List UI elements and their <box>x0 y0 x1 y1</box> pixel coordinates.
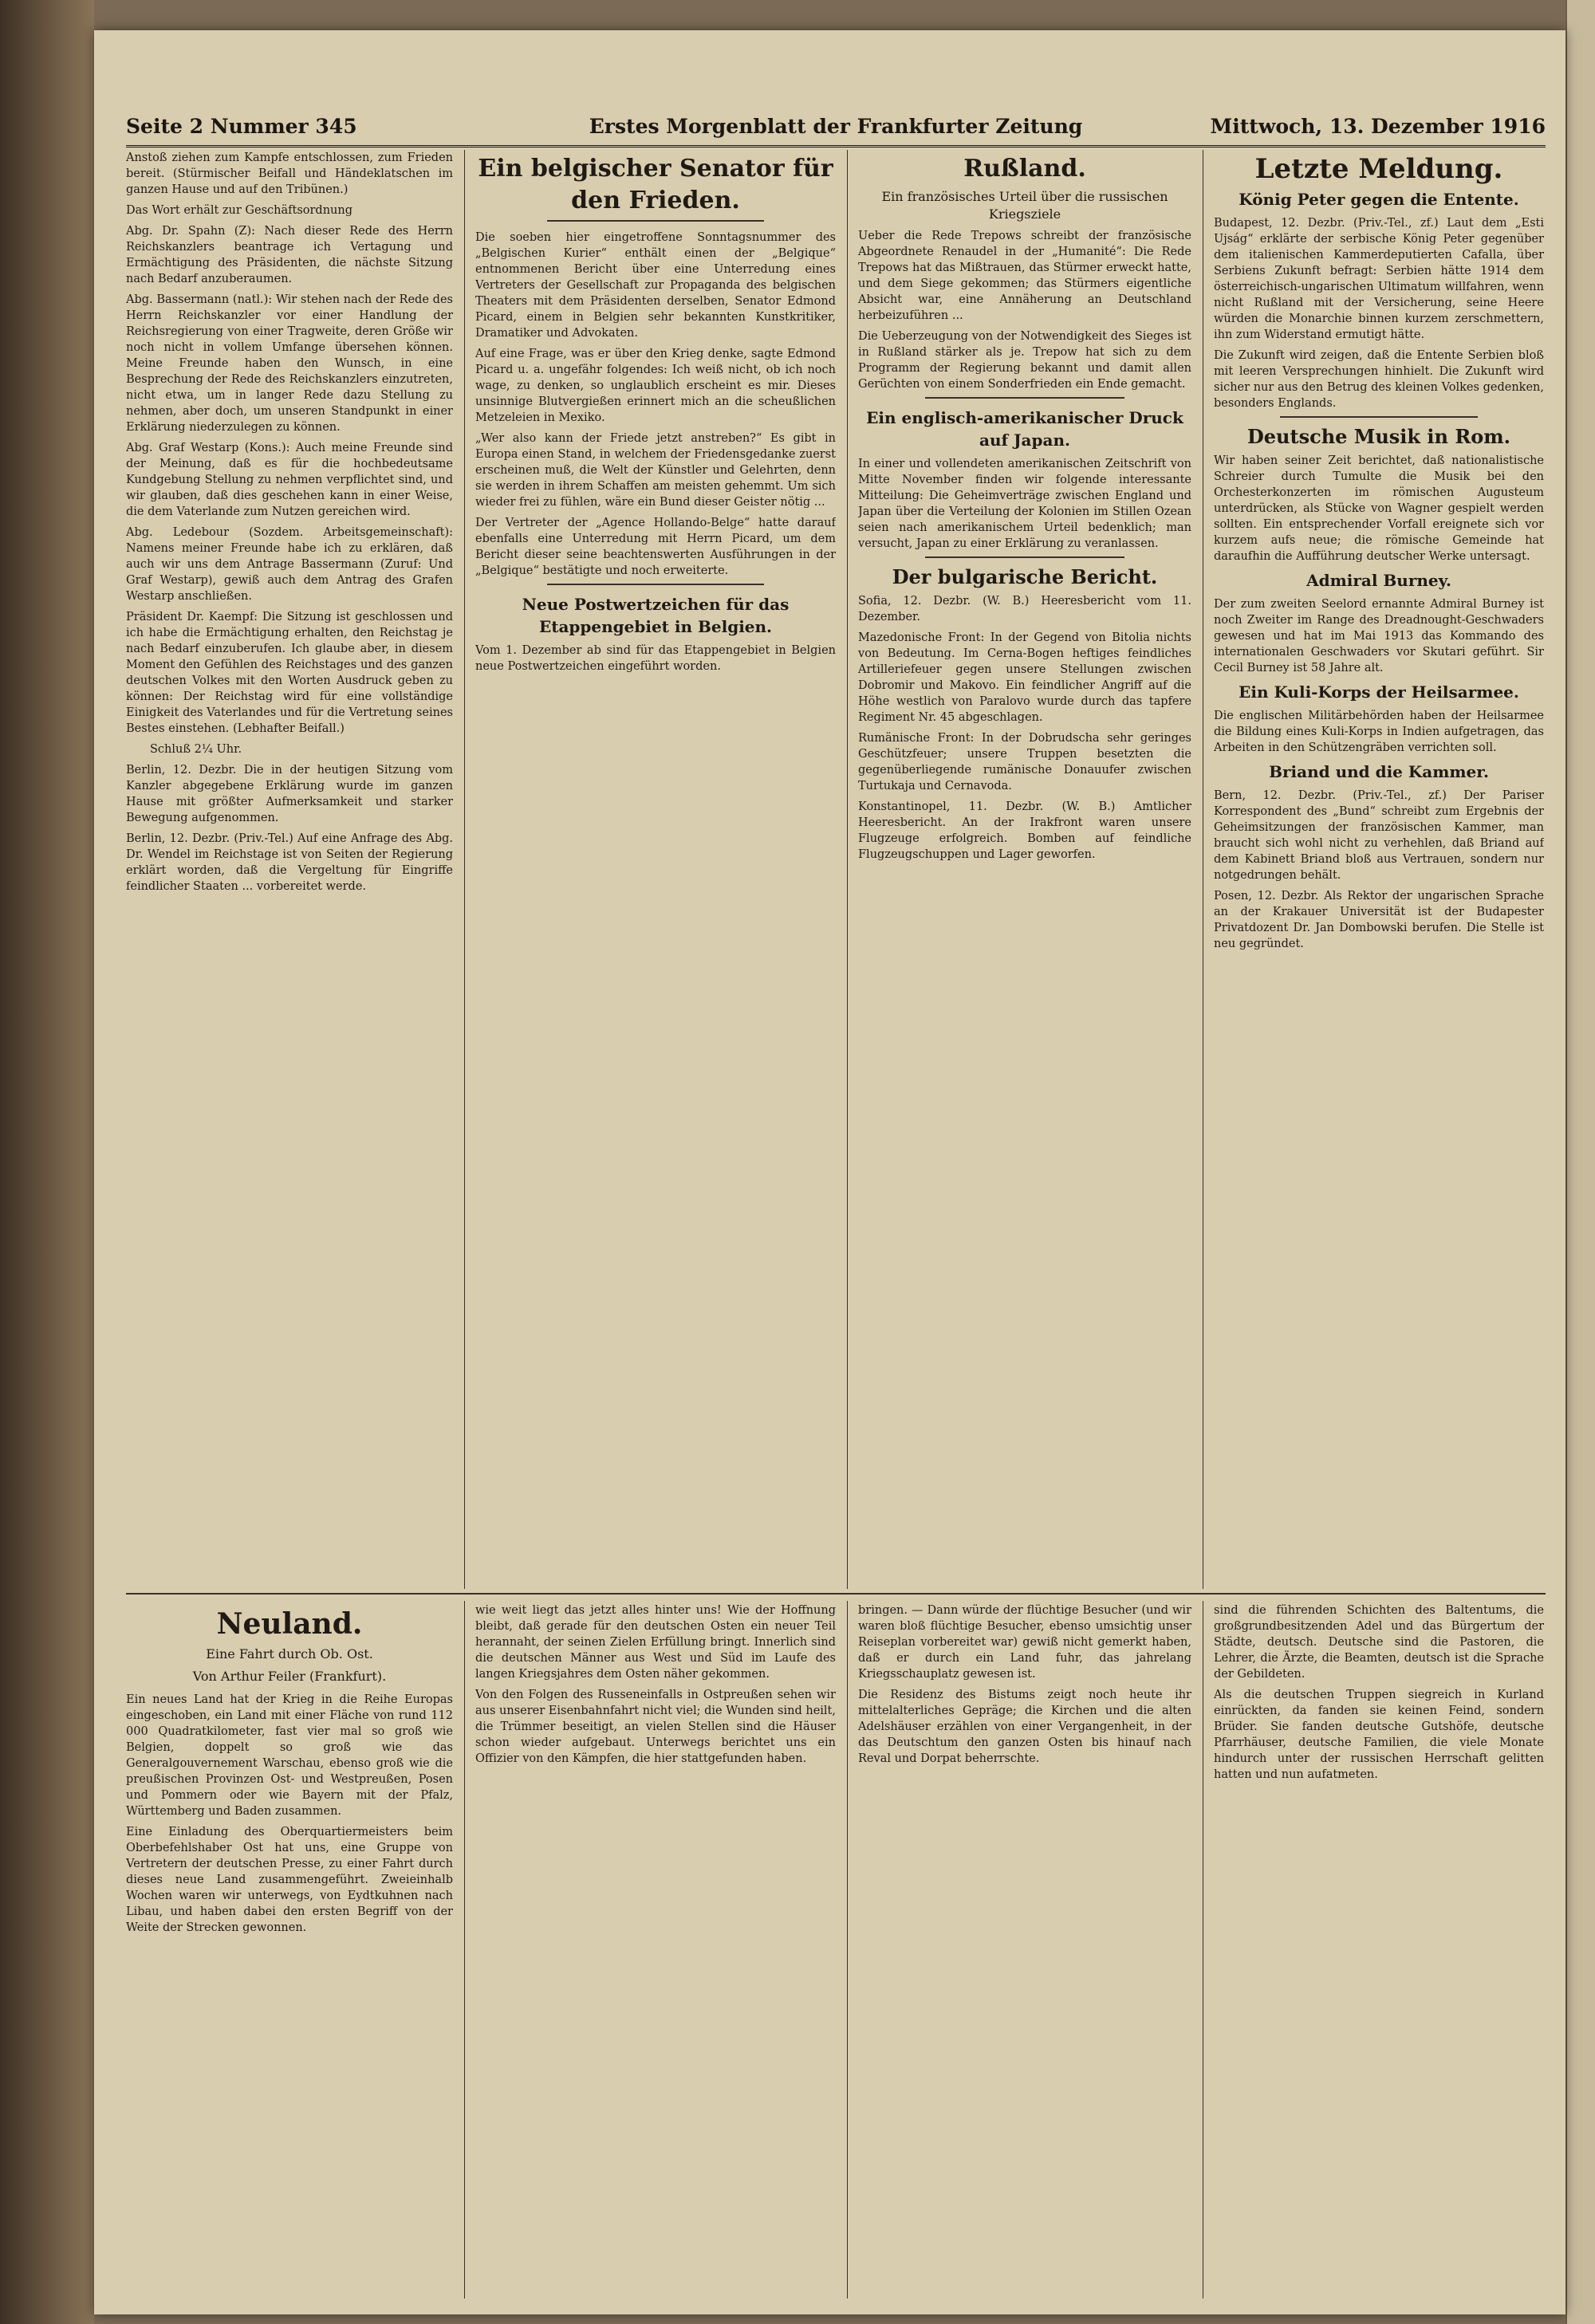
article-subhead: Briand und die Kammer. <box>1269 762 1489 781</box>
column-rule <box>464 150 465 1589</box>
section-rule <box>1280 416 1478 418</box>
article-headline: Rußland. <box>963 155 1086 183</box>
feature-deck: Eine Fahrt durch Ob. Ost. <box>206 1646 373 1661</box>
paragraph: Konstantinopel, 11. Dezbr. (W. B.) Amtlicher Heeresbericht. An der Irakfront waren unsere Flugzeuge erfolgreich. Bomben auf feindliche Flugzeugschuppen und Lager geworfen. <box>858 800 1191 861</box>
section-rule <box>925 556 1125 558</box>
paragraph: Als die deutschen Truppen siegreich in Kurland einrückten, da fanden sie keinen Feind, sondern Brüder. Sie fanden deutsche Gutshöfe, deutsche Pfarrhäuser, deutsche Familien, die viele Monate hindurch unter der russischen Herrschaft gelitten hatten und nun aufatmeten. <box>1214 1689 1544 1781</box>
column-latest-news <box>1214 150 1544 1585</box>
column-russia <box>858 150 1191 1585</box>
column-rule <box>847 1601 848 2298</box>
newspaper-title: Erstes Morgenblatt der Frankfurter Zeitung <box>589 115 1083 138</box>
article-deck: König Peter gegen die Entente. <box>1239 190 1519 209</box>
adjacent-page-edge <box>1565 0 1595 2324</box>
paragraph: Ueber die Rede Trepows schreibt der französische Abgeordnete Renaudel in der „Humanité“: Die Rede Trepows hat das Mißtrauen, das Stürmer erweckt hatte, und dem Siege gekommen; das Stürmers eigentliche Absicht war, eine Annäherung an Deutschland herbeizuführen ... <box>858 230 1191 322</box>
paragraph: Wir haben seiner Zeit berichtet, daß nationalistische Schreier durch Tumulte die Musik bei den Orchesterkonzerten im römischen Augusteum unterdrücken, als Stücke von Wagner gespielt werden sollten. Ein entsprechender Vorfall ereignete sich vor kurzem aufs neue; die römische Gemeinde hat daraufhin die Aufführung deutscher Werke untersagt. <box>1214 454 1544 563</box>
paragraph: Abg. Dr. Spahn (Z): Nach dieser Rede des Herrn Reichskanzlers beantrage ich Vertagung und Ermächtigung des Präsidenten, die nächste Sitzung nach Bedarf anzuberaumen. <box>126 225 453 285</box>
paragraph: Posen, 12. Dezbr. Als Rektor der ungarischen Sprache an der Krakauer Universität ist der Budapester Privatdozent Dr. Jan Dombowski berufen. Die Stelle ist neu gegründet. <box>1214 890 1544 950</box>
paragraph: Das Wort erhält zur Geschäftsordnung <box>126 204 353 217</box>
paragraph: Der Vertreter der „Agence Hollando-Belge“ hatte darauf ebenfalls eine Unterredung mit Herrn Picard, um dem Bericht dieser seine beachtenswerten Ausführungen in der „Belgique“ bestätigte und noch erweiterte. <box>475 517 836 577</box>
column-rule <box>847 150 848 1589</box>
article-subhead: Admiral Burney. <box>1306 571 1451 590</box>
paragraph: Die Residenz des Bistums zeigt noch heute ihr mittelalterliches Gepräge; die Kirchen und die alten Adelshäuser erzählen von einer Vergangenheit, in der das Deutschtum den ganzen Osten bis hinauf nach Reval und Dorpat beherrschte. <box>858 1689 1191 1765</box>
paragraph: Die soeben hier eingetroffene Sonntagsnummer des „Belgischen Kurier“ enthält einen der „Belgique“ entnommenen Bericht über eine Unterredung eines Vertreters der Gesellschaft zur Propaganda des belgischen Theaters mit dem Präsidenten derselben, Senator Edmond Picard, einem in Belgien sehr bekannten Kunstkritiker, Dramatiker und Advokaten. <box>475 231 836 340</box>
paragraph: Berlin, 12. Dezbr. Die in der heutigen Sitzung vom Kanzler abgegebene Erklärung wurde im ganzen Hause mit größter Aufmerksamkeit und starker Bewegung aufgenommen. <box>126 764 453 824</box>
paragraph: Vom 1. Dezember ab sind für das Etappengebiet in Belgien neue Postwertzeichen eingeführt worden. <box>475 644 836 673</box>
paragraph: Der zum zweiten Seelord ernannte Admiral Burney ist noch Zweiter im Range des Dreadnought-Geschwaders gewesen und hat im Mai 1913 das Kommando des internationalen Geschwaders vor Skutari geführt. Sir Cecil Burney ist 58 Jahre alt. <box>1214 598 1544 674</box>
paragraph: Mazedonische Front: In der Gegend von Bitolia nichts von Bedeutung. Im Cerna-Bogen heftiges feindliches Artilleriefeuer gegen unsere Stellungen zwischen Dobromir und Makovo. Ein feindlicher Angriff auf die Höhe westlich von Paralovo wurde durch das tapfere Regiment Nr. 45 abgeschlagen. <box>858 631 1191 724</box>
page-number: Seite 2 Nummer 345 <box>126 115 357 138</box>
paragraph: Die Zukunft wird zeigen, daß die Entente Serbien bloß mit leeren Versprechungen hinhielt. Die Zukunft wird sicher nur aus den Betrug des kleinen Volkes gedenken, besonders Englands. <box>1214 349 1544 410</box>
feature-column-2 <box>475 1602 836 2296</box>
article-subhead: Ein englisch-amerikanischer Druck auf Japan. <box>866 408 1183 450</box>
newspaper-page <box>94 30 1565 2314</box>
paragraph: sind die führenden Schichten des Baltentums, die großgrundbesitzenden Adel und das Bürgertum der Städte, deutsch. Deutsche sind die Pastoren, die Lehrer, die Ärzte, die Beamten, deutsch ist die Sprache der Gebildeten. <box>1214 1604 1544 1681</box>
column-rule <box>464 1601 465 2298</box>
article-headline: Ein belgischer Senator für den Frieden. <box>478 155 833 214</box>
issue-date: Mittwoch, 13. Dezember 1916 <box>1210 115 1546 138</box>
book-binding <box>0 0 94 2324</box>
paragraph: Budapest, 12. Dezbr. (Priv.-Tel., zf.) Laut dem „Esti Ujság“ erklärte der serbische König Peter gegenüber dem italienischen Kammerdeputierten Cafalla, über Serbiens Zukunft befragt: Serbien hätte 1914 dem österreichisch-ungarischen Ultimatum willfahren, wenn nicht Rußland mit der Versicherung, seine Heere würden die Monarchie binnen kurzem zerschmettern, ihn zum Widerstand ermutigt hätte. <box>1214 217 1544 341</box>
paragraph: „Wer also kann der Friede jetzt anstreben?“ Es gibt in Europa einen Stand, in welchem der Friedensgedanke zuerst erscheinen muß, die Welt der Künstler und Gelehrten, denn sie werden in ihrem Schaffen am meisten gehemmt. Um sich wieder frei zu fühlen, wäre ein Bund dieser Geister nötig ... <box>475 432 836 509</box>
article-deck: Ein französisches Urteil über die russischen Kriegsziele <box>881 189 1168 222</box>
section-rule <box>925 397 1125 399</box>
feature-column-3 <box>858 1602 1191 2296</box>
feature-column-4 <box>1214 1602 1544 2296</box>
feature-byline: Von Arthur Feiler (Frankfurt). <box>192 1669 387 1684</box>
paragraph: Ein neues Land hat der Krieg in die Reihe Europas eingeschoben, ein Land mit einer Fläche von rund 112 000 Quadratkilometer, fast vier mal so groß wie Belgien, doppelt so groß wie das Generalgouvernement Warschau, ebenso groß wie die preußischen Provinzen Ost- und Westpreußen, Posen und Pommern oder wie Bayern mit der Pfalz, Württemberg und Baden zusammen. <box>126 1693 453 1818</box>
paragraph: Von den Folgen des Russeneinfalls in Ostpreußen sehen wir aus unserer Eisenbahnfahrt nicht viel; die Wunden sind heilt, die Trümmer beseitigt, an vielen Stellen sind die Häuser schon wieder aufgebaut. Unterwegs berichtet uns ein Offizier von den Kämpfen, die hier stattgefunden haben. <box>475 1689 836 1765</box>
masthead <box>126 110 1546 147</box>
paragraph: Präsident Dr. Kaempf: Die Sitzung ist geschlossen und ich habe die Ermächtigung erhalten, den Reichstag je nach Bedarf einzuberufen. Ich glaube aber, in diesem Moment den Gefühlen des Reichstages und des ganzen deutschen Volkes mit den Worten Ausdruck geben zu können: Der Reichstag wird für eine vollständige Einigkeit des Vaterlandes und für die Vertretung seines Bestes einstehen. (Lebhafter Beifall.) <box>126 611 453 735</box>
paragraph: bringen. — Dann würde der flüchtige Besucher (und wir waren bloß flüchtige Besucher, ebenso umsichtig unser Reiseplan vorbereitet war) gewiß nicht gemerkt haben, daß er durch ein Land fuhr, das jahrelang Kriegsschauplatz gewesen ist. <box>858 1604 1191 1681</box>
paragraph: Abg. Ledebour (Sozdem. Arbeitsgemeinschaft): Namens meiner Freunde habe ich zu erklären, daß auch wir uns dem Antrage Bassermann (Zuruf: Und Graf Westarp), gewiß auch dem Antrag des Grafen Westarp anschließen. <box>126 526 453 603</box>
article-subhead: Neue Postwertzeichen für das Etappengebiet in Belgien. <box>522 595 790 636</box>
article-subhead: Ein Kuli-Korps der Heilsarmee. <box>1239 682 1519 702</box>
feature-headline: Neuland. <box>216 1607 363 1641</box>
paragraph: Bern, 12. Dezbr. (Priv.-Tel., zf.) Der Pariser Korrespondent des „Bund“ schreibt zum Ergebnis der Geheimsitzungen der französischen Kammer, man braucht sich wohl nicht zu verhehlen, daß Briand auf dem Kabinett Briand bloß aus Vertrauen, sondern nur notgedrungen behält. <box>1214 789 1544 882</box>
headline-rule <box>547 220 763 222</box>
column-belgian-senator <box>475 150 836 1585</box>
paragraph: Die englischen Militärbehörden haben der Heilsarmee die Bildung eines Kuli-Korps in Indien aufgetragen, das Arbeiten in den Schützengräben verrichten soll. <box>1214 710 1544 754</box>
paragraph: Die Ueberzeugung von der Notwendigkeit des Sieges ist in Rußland stärker als je. Trepow hat sich zu dem Programm der Regierung bekannt und damit allen Gerüchten von einem Sonderfrieden ein Ende gemacht. <box>858 330 1191 391</box>
paragraph: Schluß 2¼ Uhr. <box>150 743 242 756</box>
paragraph: Rumänische Front: In der Dobrudscha sehr geringes Geschützfeuer; unsere Truppen besetzten die gegenüberliegende rumänische Donauufer zwischen Turtukaja und Cernavoda. <box>858 732 1191 792</box>
paragraph: Abg. Bassermann (natl.): Wir stehen nach der Rede des Herrn Reichskanzler vor einer Handlung der Reichsregierung von einer Tragweite, deren Größe wir noch nicht in vollem Umfange übersehen können. Meine Freunde haben den Wunsch, in eine Besprechung der Rede des Reichskanzlers einzutreten, nicht etwa, um in langer Rede dazu Stellung zu nehmen, aber doch, um unseren Standpunkt in einer Erklärung niederzulegen zu können. <box>126 293 453 434</box>
paragraph: wie weit liegt das jetzt alles hinter uns! Wie der Hoffnung bleibt, daß gerade für den deutschen Osten ein neuer Teil herannaht, der seinen Zielen Erfüllung bringt. Innerlich sind die deutschen Männer aus West und Süd im Laufe des langen Kriegsjahres dem Osten näher gekommen. <box>475 1604 836 1681</box>
paragraph: Abg. Graf Westarp (Kons.): Auch meine Freunde sind der Meinung, daß es für die hochbedeutsame Kundgebung Stellung zu nehmen verpflichtet sind, und wir glauben, daß dies geschehen kann in einer Weise, die dem Vaterlande zum Nutzen gereichen wird. <box>126 442 453 518</box>
column-reichstag <box>126 150 453 1585</box>
article-subhead: Deutsche Musik in Rom. <box>1246 425 1511 448</box>
feuilleton-rule <box>126 1593 1546 1595</box>
article-headline: Letzte Meldung. <box>1254 153 1503 185</box>
section-rule <box>547 584 763 585</box>
paragraph: Eine Einladung des Oberquartiermeisters beim Oberbefehlshaber Ost hat uns, eine Gruppe von Vertretern der deutschen Presse, zu einer Fahrt durch dieses neue Land zusammengeführt. Zweieinhalb Wochen waren wir unterwegs, von Eydtkuhnen nach Libau, und haben dabei den ersten Begriff von der Weite der Strecken gewonnen. <box>126 1826 453 1934</box>
article-subhead: Der bulgarische Bericht. <box>892 565 1158 588</box>
paragraph: In einer und vollendeten amerikanischen Zeitschrift von Mitte November finden wir folgende interessante Mitteilung: Die Geheimverträge zwischen England und Japan über die Verteilung der Kolonien im Stillen Ozean seien nach amerikanischem Urteil bedenklich; man versucht, Japan zu einer Erklärung zu veranlassen. <box>858 458 1191 550</box>
paragraph: Berlin, 12. Dezbr. (Priv.-Tel.) Auf eine Anfrage des Abg. Dr. Wendel im Reichstage ist von Seiten der Regierung erklärt worden, daß die Vergeltung für Eingriffe feindlicher Staaten ... vorbereitet werde. <box>126 832 453 893</box>
paragraph: Anstoß ziehen zum Kampfe entschlossen, zum Frieden bereit. (Stürmischer Beifall und Händeklatschen im ganzen Hause und auf den Tribünen.) <box>126 151 453 196</box>
paragraph: Auf eine Frage, was er über den Krieg denke, sagte Edmond Picard u. a. ungefähr folgendes: Ich weiß nicht, ob ich noch wage, zu denken, so unglaublich erscheint es mir. Dieses unsinnige Blutvergießen erinnert mich an die scheußlichen Metzeleien in Mexiko. <box>475 348 836 424</box>
feature-column-1 <box>126 1602 453 2296</box>
paragraph: Sofia, 12. Dezbr. (W. B.) Heeresbericht vom 11. Dezember. <box>858 595 1191 623</box>
